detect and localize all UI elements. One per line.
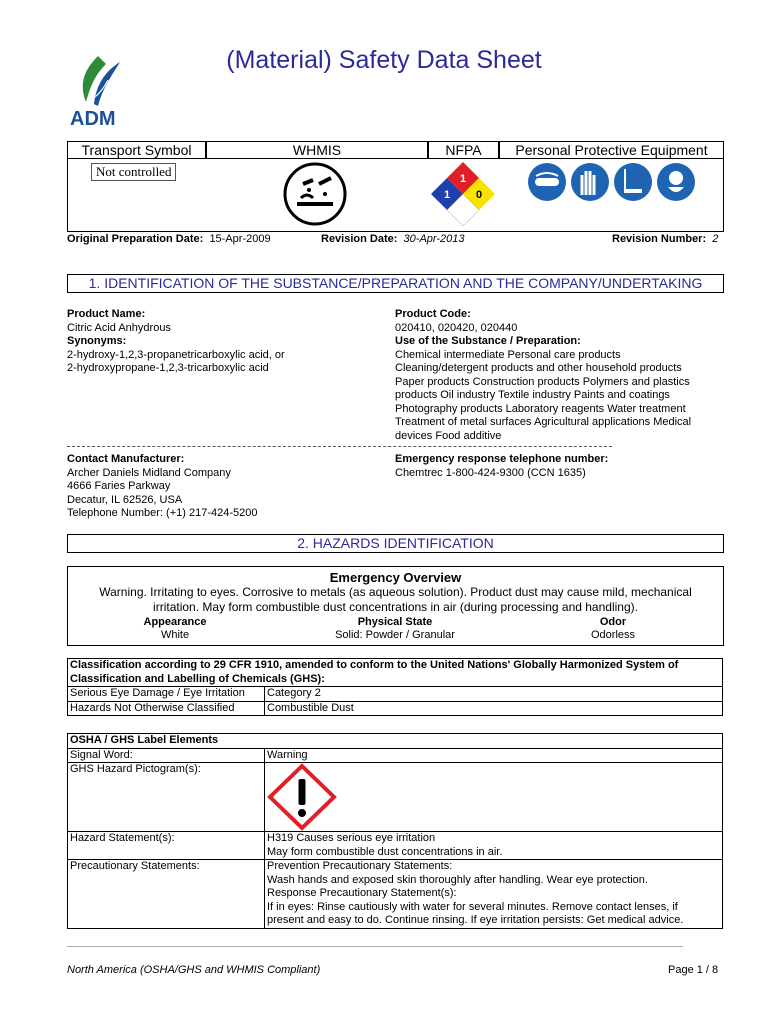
orig-prep-label: Original Preparation Date: <box>67 233 204 245</box>
odor-label: Odor <box>599 616 627 628</box>
physical-state-value: Solid: Powder / Granular <box>335 629 455 641</box>
hazard-line-1: H319 Causes serious eye irritation <box>267 832 436 844</box>
use-line: Treatment of metal surfaces Agricultural applications Medical <box>395 416 692 428</box>
logo-text: ADM <box>70 108 116 130</box>
respirator-icon <box>657 163 695 201</box>
transport-value: Not controlled <box>91 163 176 181</box>
overview-line-1: Warning. Irritating to eyes. Corrosive to metals (as aqueous solution). Product dust may cause mild, mechanical <box>99 585 692 599</box>
signal-word-label: Signal Word: <box>68 748 265 763</box>
table-row <box>68 763 723 832</box>
product-code-label: Product Code: <box>395 308 471 320</box>
precaution-line: If in eyes: Rinse cautiously with water for several minutes. Remove contact lenses, if <box>267 900 678 913</box>
revision-number-value: 2 <box>712 233 719 245</box>
emergency-overview-text <box>67 585 724 615</box>
precaution-line: Response Precautionary Statement(s): <box>267 887 457 899</box>
nfpa-health: 1 <box>443 189 451 201</box>
transport-symbol-header: Transport Symbol <box>67 141 206 159</box>
use-line: devices Food additive <box>395 429 502 442</box>
table-row <box>68 748 723 763</box>
classification-table <box>67 658 723 716</box>
use-label: Use of the Substance / Preparation: <box>395 335 581 347</box>
signal-word-value: Warning <box>265 748 723 763</box>
ppe-icons <box>526 161 698 203</box>
exclamation-mark-icon <box>267 763 337 831</box>
use-line: Paper products Construction products Polymers and plastics <box>395 375 690 388</box>
boots-icon <box>614 163 652 201</box>
use-line: Photography products Laboratory reagents Water treatment <box>395 402 686 415</box>
contact-label: Contact Manufacturer: <box>67 453 185 465</box>
product-code-info <box>395 308 715 443</box>
emergency-value: Chemtrec 1-800-424-9300 (CCN 1635) <box>395 466 586 479</box>
page-title: (Material) Safety Data Sheet <box>226 46 542 74</box>
contact-line: Telephone Number: (+1) 217-424-5200 <box>67 507 258 519</box>
appearance <box>110 616 240 642</box>
product-info <box>67 308 387 376</box>
use-line: Chemical intermediate Personal care products <box>395 348 621 361</box>
revision-date <box>321 233 465 245</box>
nfpa-header: NFPA <box>428 141 499 159</box>
hazard-statements-value <box>265 832 723 860</box>
odor <box>553 616 673 642</box>
product-code-value: 020410, 020420, 020440 <box>395 321 518 334</box>
section2-title: 2. HAZARDS IDENTIFICATION <box>67 534 724 553</box>
physical-state <box>315 616 475 642</box>
precaution-line: present and easy to do. Continue rinsing. If eye irritation persists: Get medical advice. <box>267 914 684 926</box>
page-number: Page 1 / 8 <box>668 964 719 976</box>
precautionary-value <box>265 860 723 929</box>
nfpa-diamond-icon <box>429 160 497 228</box>
precautionary-label: Precautionary Statements: <box>68 860 265 929</box>
label-elements-table <box>67 733 723 929</box>
revision-number-label: Revision Number: <box>612 233 707 245</box>
precaution-line: Prevention Precautionary Statements: <box>267 860 453 872</box>
footer-divider <box>67 946 683 947</box>
product-name-label: Product Name: <box>67 308 146 320</box>
gloves-icon <box>571 163 609 201</box>
original-prep-date <box>67 233 271 245</box>
classification-key: Hazards Not Otherwise Classified <box>68 701 265 716</box>
emergency-overview-title: Emergency Overview <box>329 570 462 585</box>
table-row <box>68 832 723 860</box>
precaution-line: Wash hands and exposed skin thoroughly after handling. Wear eye protection. <box>267 873 648 886</box>
classification-header-line-1: Classification according to 29 CFR 1910, amended to conform to the United Nations' Globally Harmonized System of <box>70 659 679 671</box>
contact-line: Decatur, IL 62526, USA <box>67 493 183 506</box>
synonyms-label: Synonyms: <box>67 335 127 347</box>
table-row <box>68 687 723 702</box>
use-line: products Oil industry Textile industry Paints and coatings <box>395 389 670 401</box>
synonyms-line-1: 2-hydroxy-1,2,3-propanetricarboxylic acid, or <box>67 348 285 361</box>
footer-compliance: North America (OSHA/GHS and WHMIS Compliant) <box>67 964 321 976</box>
revision-number <box>612 233 718 245</box>
appearance-label: Appearance <box>143 616 207 628</box>
appearance-value: White <box>160 629 190 641</box>
contact-line: 4666 Faries Parkway <box>67 480 171 492</box>
product-name-value: Citric Acid Anhydrous <box>67 321 171 334</box>
contact-info <box>67 453 387 521</box>
hazard-statements-label: Hazard Statement(s): <box>68 832 265 860</box>
pictogram-label: GHS Hazard Pictogram(s): <box>68 763 265 832</box>
classification-header-line-2: Classification and Labelling of Chemicals (GHS): <box>70 672 325 685</box>
hazard-line-2: May form combustible dust concentrations in air. <box>267 845 503 858</box>
label-elements-header: OSHA / GHS Label Elements <box>68 734 723 749</box>
section1-title: 1. IDENTIFICATION OF THE SUBSTANCE/PREPARATION AND THE COMPANY/UNDERTAKING <box>67 274 724 293</box>
dashed-divider <box>67 446 612 447</box>
table-row <box>68 701 723 716</box>
classification-value: Category 2 <box>265 687 723 702</box>
physical-state-label: Physical State <box>357 616 433 628</box>
whmis-header: WHMIS <box>206 141 428 159</box>
synonyms-line-2: 2-hydroxypropane-1,2,3-tricarboxylic acid <box>67 362 269 374</box>
nfpa-flammability: 1 <box>459 173 467 185</box>
emergency-info <box>395 453 715 480</box>
nfpa-reactivity: 0 <box>475 189 483 201</box>
classification-value: Combustible Dust <box>265 701 723 716</box>
classification-header <box>68 659 723 687</box>
ppe-header: Personal Protective Equipment <box>499 141 724 159</box>
classification-key: Serious Eye Damage / Eye Irritation <box>68 687 265 702</box>
orig-prep-value: 15-Apr-2009 <box>209 233 271 245</box>
emergency-label: Emergency response telephone number: <box>395 453 609 465</box>
revision-date-value: 30-Apr-2013 <box>403 233 465 245</box>
overview-line-2: irritation. May form combustible dust concentrations in air (during processing and handling). <box>153 600 638 614</box>
goggles-icon <box>528 163 566 201</box>
revision-date-label: Revision Date: <box>321 233 398 245</box>
pictogram-cell <box>265 763 723 832</box>
contact-line: Archer Daniels Midland Company <box>67 466 231 479</box>
table-row <box>68 860 723 929</box>
whmis-corrosive-icon <box>281 160 349 228</box>
odor-value: Odorless <box>590 629 636 641</box>
use-line: Cleaning/detergent products and other household products <box>395 362 682 374</box>
